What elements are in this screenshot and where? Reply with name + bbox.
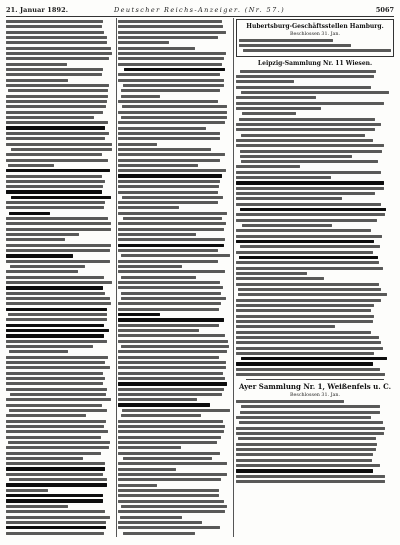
section-heading: Hubertsburg-Geschäftsstellen Hamburg.	[246, 23, 384, 30]
divider	[246, 379, 384, 380]
section-heading: Leipzig-Sammlung Nr. 11 Wiesen.	[257, 59, 373, 67]
issue-date: 21. Januar 1892.	[6, 6, 69, 14]
publication-title: Deutscher Reichs-Anzeiger. (Nr. 57.)	[114, 6, 286, 14]
text-line	[118, 531, 230, 536]
text-line	[236, 372, 394, 377]
text-line	[6, 531, 114, 536]
column-rule	[233, 18, 234, 537]
column-rule	[116, 18, 117, 537]
section-subheading: Beschlossen 31. Jan.	[290, 393, 340, 399]
page-number: 5067	[375, 6, 394, 14]
text-line	[236, 479, 394, 484]
section-subheading: Beschlossen 31. Jan.	[290, 32, 340, 37]
text-column-2	[118, 19, 230, 535]
text-column-1	[6, 19, 114, 535]
section-heading: Ayer Sammlung Nr. 1, Weißenfels u. C.	[238, 382, 392, 392]
notice-box	[236, 19, 394, 57]
text-column-3	[236, 19, 394, 535]
page-header	[6, 4, 394, 17]
text-line	[239, 48, 391, 53]
